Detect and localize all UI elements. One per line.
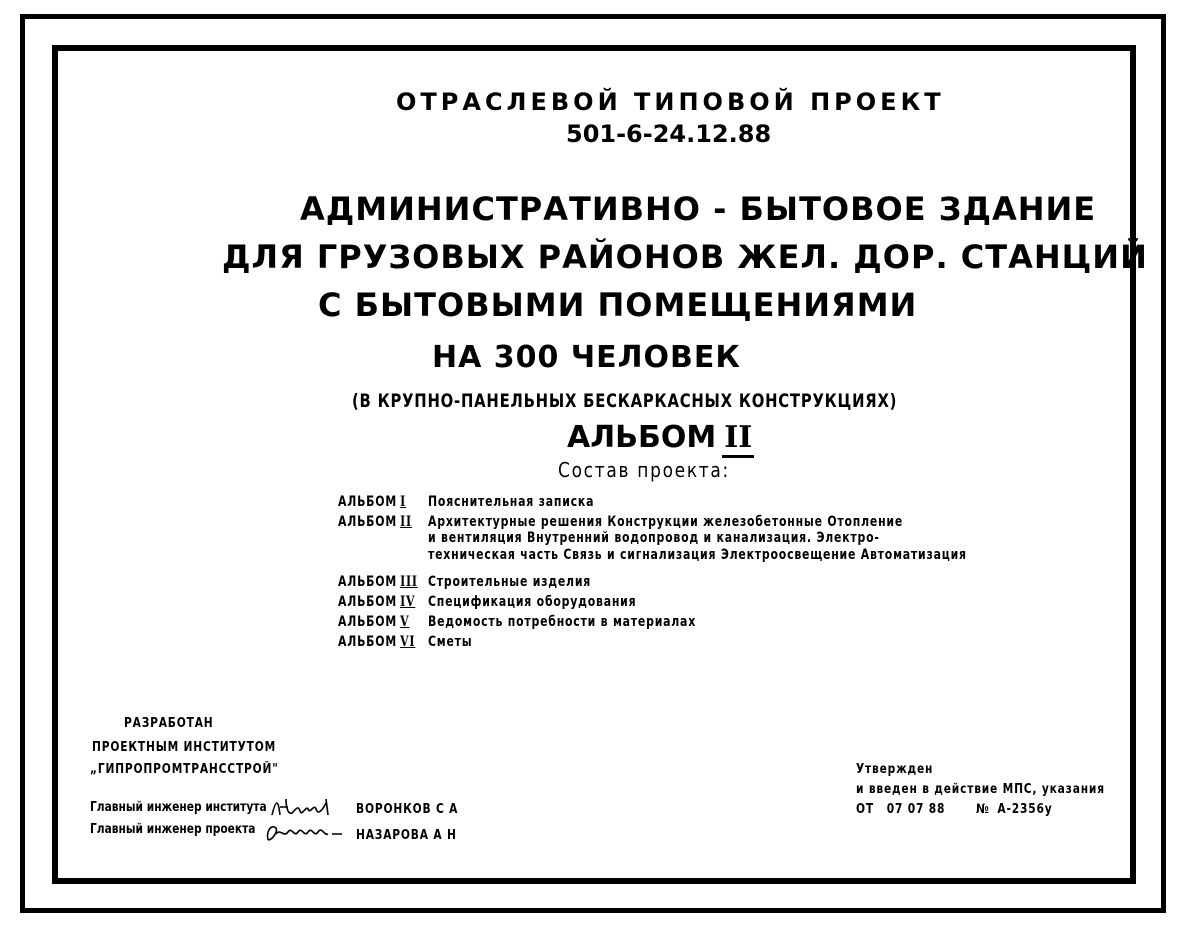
- signature-2-mark: [262, 818, 348, 848]
- developer-institute-name: „ГИПРОПРОМТРАНССТРОЙ": [90, 762, 279, 777]
- approval-number-label: №: [975, 802, 990, 817]
- composition-item-text: и вентиляция Внутренний водопровод и канализация. Электро-: [428, 530, 880, 547]
- composition-item-album: [338, 614, 409, 630]
- building-title-line-3: С БЫТОВЫМИ ПОМЕЩЕНИЯМИ: [318, 286, 918, 324]
- composition-item-text: Спецификация оборудования: [428, 594, 637, 610]
- developer-label: РАЗРАБОТАН: [124, 716, 214, 731]
- project-code: 501-6-24.12.88: [566, 120, 772, 148]
- developer-institute-label: ПРОЕКТНЫМ ИНСТИТУТОМ: [92, 740, 277, 755]
- album-number: II: [722, 420, 754, 458]
- composition-album-number: I: [400, 494, 407, 510]
- signature-name-1: ВОРОНКОВ С А: [356, 802, 459, 817]
- album-heading: [567, 420, 754, 458]
- signature-role-1: Главный инженер института: [90, 800, 267, 815]
- composition-item-album: [338, 594, 415, 610]
- composition-album-number: IV: [400, 594, 416, 610]
- signature-role-2: Главный инженер проекта: [90, 822, 256, 837]
- composition-album-number: VI: [400, 634, 416, 650]
- composition-album-number: V: [400, 614, 410, 630]
- composition-item-album: [338, 494, 406, 510]
- composition-heading: Состав проекта:: [558, 458, 730, 482]
- composition-item-album: [338, 514, 412, 530]
- approval-number: А-2356у: [997, 802, 1053, 817]
- composition-album-label: АЛЬБОМ: [338, 594, 397, 610]
- approval-line-1: Утвержден: [856, 762, 934, 777]
- album-label: АЛЬБОМ: [567, 420, 717, 455]
- composition-album-label: АЛЬБОМ: [338, 514, 397, 530]
- composition-album-label: АЛЬБОМ: [338, 494, 397, 510]
- approval-line-3: [856, 802, 1052, 817]
- composition-item-text: Архитектурные решения Конструкции железобетонные Отопление: [428, 514, 904, 530]
- signature-name-2: НАЗАРОВА А Н: [356, 828, 457, 843]
- building-title-line-2: ДЛЯ ГРУЗОВЫХ РАЙОНОВ ЖЕЛ. ДОР. СТАНЦИЙ: [222, 238, 1148, 276]
- approval-date-label: ОТ: [856, 802, 874, 817]
- composition-item-text: техническая часть Связь и сигнализация Электроосвещение Автоматизация: [428, 546, 967, 563]
- composition-album-label: АЛЬБОМ: [338, 634, 397, 650]
- building-title-line-4: НА 300 ЧЕЛОВЕК: [432, 340, 741, 375]
- construction-type: (В КРУПНО-ПАНЕЛЬНЫХ БЕСКАРКАСНЫХ КОНСТРУКЦИЯХ): [352, 390, 898, 412]
- composition-album-number: II: [400, 514, 412, 530]
- composition-item-text: Пояснительная записка: [428, 494, 595, 510]
- composition-item-text: Ведомость потребности в материалах: [428, 614, 697, 630]
- composition-album-label: АЛЬБОМ: [338, 614, 397, 630]
- project-type: ОТРАСЛЕВОЙ ТИПОВОЙ ПРОЕКТ: [396, 88, 945, 116]
- composition-item-album: [338, 574, 418, 590]
- composition-album-number: III: [400, 574, 418, 590]
- composition-album-label: АЛЬБОМ: [338, 574, 397, 590]
- composition-item-text: Сметы: [428, 634, 473, 650]
- composition-item-text: Строительные изделия: [428, 574, 592, 590]
- building-title-line-1: АДМИНИСТРАТИВНО - БЫТОВОЕ ЗДАНИЕ: [300, 190, 1097, 228]
- approval-line-2: и введен в действие МПС, указания: [856, 782, 1105, 797]
- approval-date: 07 07 88: [886, 802, 946, 817]
- composition-item-album: [338, 634, 415, 650]
